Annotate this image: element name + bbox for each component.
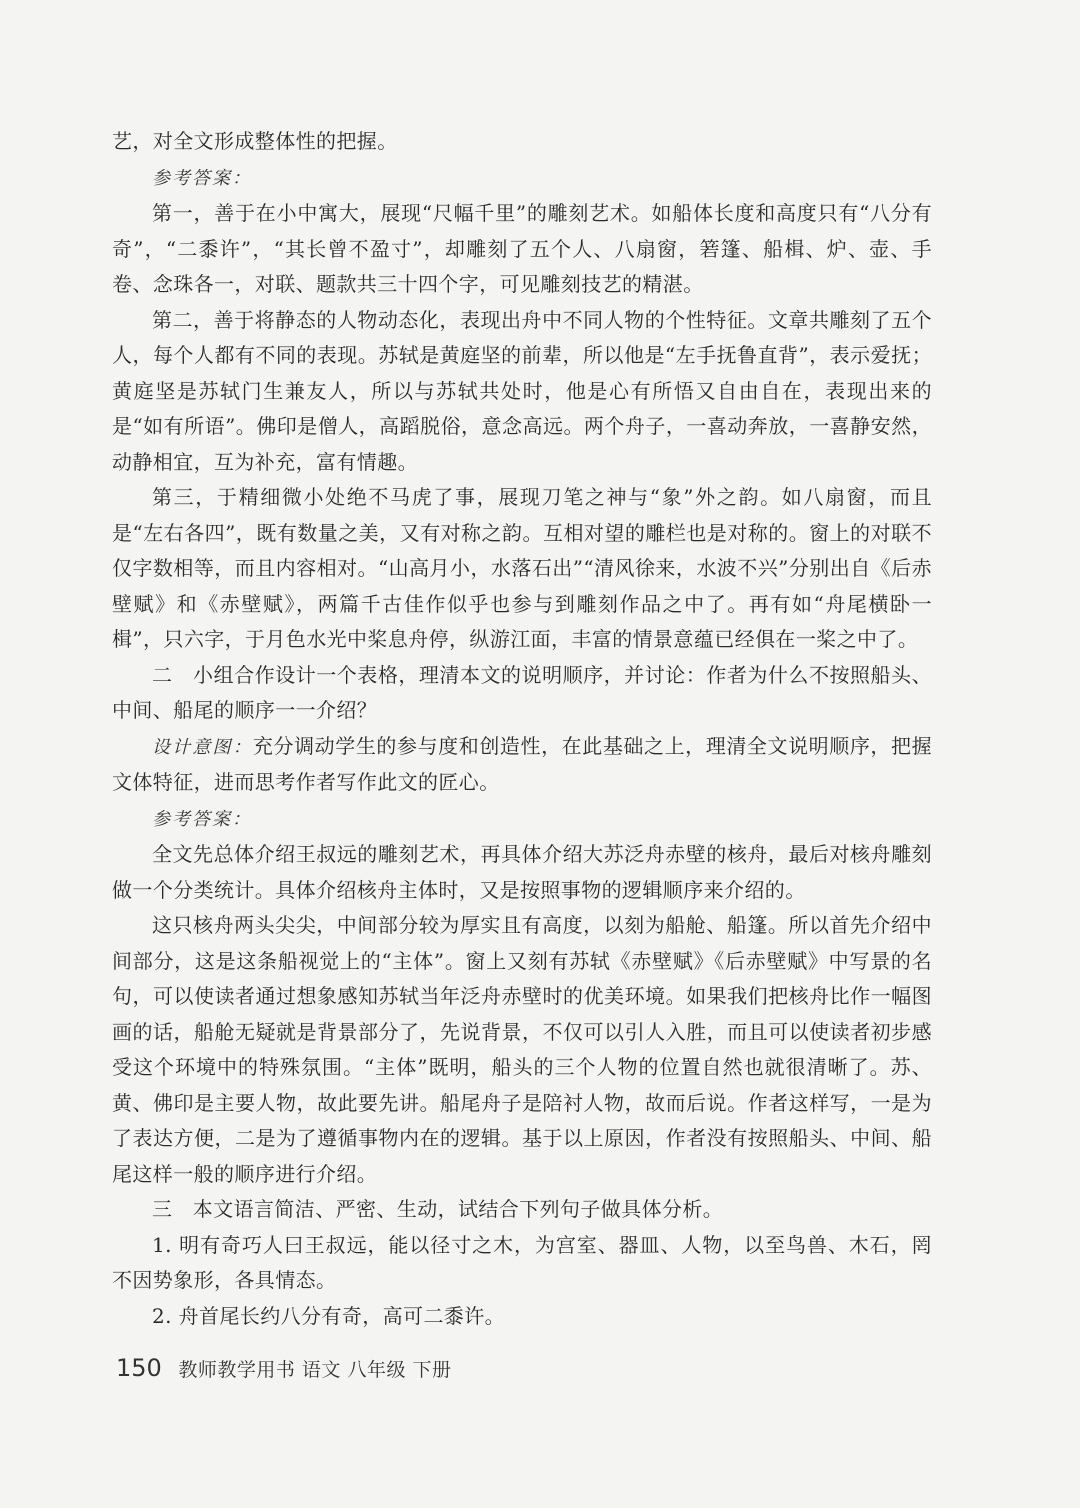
paragraph-first-point: 第一，善于在小中寓大，展现“尺幅千里”的雕刻艺术。如船体长度和高度只有“八分有奇”，“二黍许”，“其长曾不盈寸”，却雕刻了五个人、八扇窗，箬篷、船楫、炉、壶、手卷、念珠各一，对联、题款共三十四个字，可见雕刻技艺的精湛。 [112,201,932,296]
design-intent-label: 设计意图： [152,736,253,758]
example-sentence-1: 1. 明有奇巧人曰王叔远，能以径寸之木，为宫室、器皿、人物，以至鸟兽、木石，罔不因势象形，各具情态。 [112,1232,932,1292]
page-body [112,124,932,1334]
design-intent-paragraph [112,729,932,801]
paragraph-answer-overview: 全文先总体介绍王叔远的雕刻艺术，再具体介绍大苏泛舟赤壁的核舟，最后对核舟雕刻做一个分类统计。具体介绍核舟主体时，又是按照事物的逻辑顺序来介绍的。 [112,842,932,902]
paragraph-answer-detail: 这只核舟两头尖尖，中间部分较为厚实且有高度，以刻为船舱、船篷。所以首先介绍中间部分，这是这条船视觉上的“主体”。窗上又刻有苏轼《赤壁赋》《后赤壁赋》中写景的名句，可以使读者通过想象感知苏轼当年泛舟赤壁时的优美环境。如果我们把核舟比作一幅图画的话，船舱无疑就是背景部分了，先说背景，不仅可以引人入胜，而且可以使读者初步感受这个环境中的特殊氛围。“主体”既明，船头的三个人物的位置自然也就很清晰了。苏、黄、佛印是主要人物，故此要先讲。船尾舟子是陪衬人物，故而后说。作者这样写，一是为了表达方便，二是为了遵循事物内在的逻辑。基于以上原因，作者没有按照船头、中间、船尾这样一般的顺序进行介绍。 [112,913,932,1186]
question-two: 二 小组合作设计一个表格，理清本文的说明顺序，并讨论：作者为什么不按照船头、中间、船尾的顺序一一介绍？ [112,662,932,722]
design-intent-text: 充分调动学生的参与度和创造性，在此基础之上，理清全文说明顺序，把握文体特征，进而思考作者写作此文的匠心。 [112,733,932,794]
paragraph-second-point: 第二，善于将静态的人物动态化，表现出舟中不同人物的个性特征。文章共雕刻了五个人，每个人都有不同的表现。苏轼是黄庭坚的前辈，所以他是“左手抚鲁直背”，表示爱抚；黄庭坚是苏轼门生兼友人，所以与苏轼共处时，他是心有所悟又自由自在，表现出来的是“如有所语”。佛印是僧人，高蹈脱俗，意念高远。两个舟子，一喜动奔放，一喜静安然，动静相宜，互为补充，富有情趣。 [112,307,932,474]
book-title: 教师教学用书 语文 八年级 下册 [178,1359,452,1381]
page-number: 150 [116,1354,162,1382]
example-sentence-2: 2. 舟首尾长约八分有奇，高可二黍许。 [152,1303,506,1328]
page-footer [116,1354,451,1382]
paragraph-intro-tail: 艺，对全文形成整体性的把握。 [112,129,398,153]
label-text-2: 参考答案： [152,808,252,830]
question-three: 三 本文语言简洁、严密、生动，试结合下列句子做具体分析。 [152,1197,724,1221]
paragraph-third-point: 第三，于精细微小处绝不马虎了事，展现刀笔之神与“象”外之韵。如八扇窗，而且是“左右各四”，既有数量之美，又有对称之韵。互相对望的雕栏也是对称的。窗上的对联不仅字数相等，而且内容相对。“山高月小，水落石出”“清风徐来，水波不兴”分别出自《后赤壁赋》和《赤壁赋》，两篇千古佳作似乎也参与到雕刻作品之中了。再有如“舟尾横卧一楫”，只六字，于月色水光中桨息舟停，纵游江面，丰富的情景意蕴已经俱在一桨之中了。 [112,485,932,651]
reference-answer-label [112,160,932,197]
label-text: 参考答案： [152,167,252,189]
reference-answer-label-2 [112,801,932,838]
